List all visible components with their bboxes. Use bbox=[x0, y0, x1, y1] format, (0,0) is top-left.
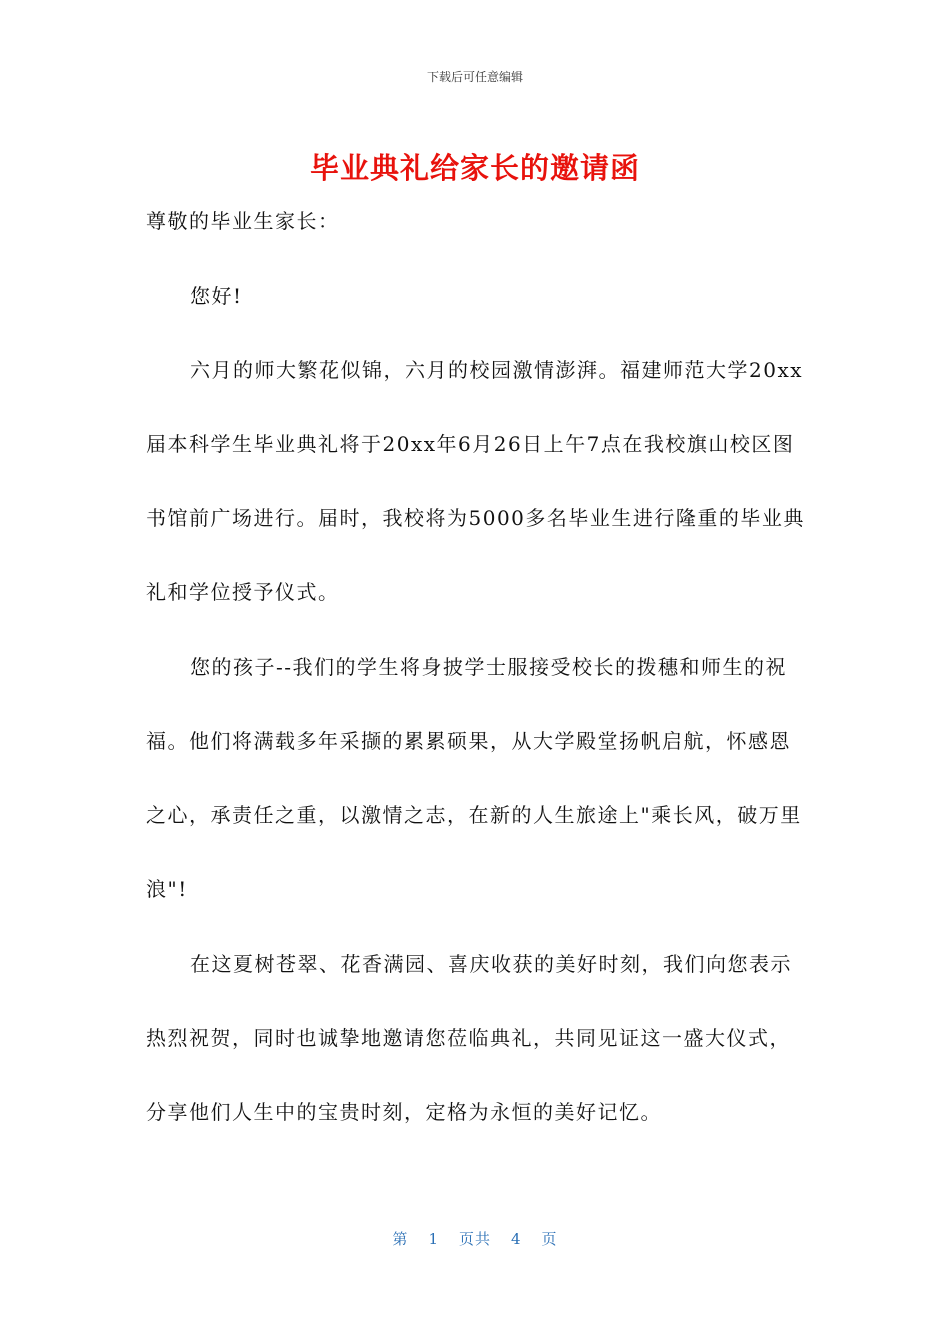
footer-suffix: 页 bbox=[541, 1230, 558, 1248]
salutation: 尊敬的毕业生家长： bbox=[146, 209, 340, 233]
footer-total-pages: 4 bbox=[511, 1230, 522, 1248]
page-footer bbox=[0, 1228, 950, 1249]
footer-prefix: 第 bbox=[392, 1230, 409, 1248]
paragraph-greeting: 您好! bbox=[190, 284, 243, 308]
header-note: 下载后可任意编辑 bbox=[426, 70, 523, 84]
document-title: 毕业典礼给家长的邀请函 bbox=[309, 151, 640, 185]
footer-middle: 页共 bbox=[458, 1230, 491, 1248]
footer-current-page: 1 bbox=[428, 1230, 439, 1248]
paragraph-blessing: 您的孩子--我们的学生将身披学士服接受校长的拨穗和师生的祝福。他们将满载多年采撷的累累硕果，从大学殿堂扬帆启航，怀感恩之心，承责任之重，以激情之志，在新的人生旅途上"乘长风，破万里浪"! bbox=[146, 655, 802, 901]
paragraph-invitation: 在这夏树苍翠、花香满园、喜庆收获的美好时刻，我们向您表示热烈祝贺，同时也诚挚地邀请您莅临典礼，共同见证这一盛大仪式，分享他们人生中的宝贵时刻，定格为永恒的美好记忆。 bbox=[146, 952, 792, 1124]
paragraph-ceremony-info: 六月的师大繁花似锦，六月的校园激情澎湃。福建师范大学20xx届本科学生毕业典礼将于20xx年6月26日上午7点在我校旗山校区图书馆前广场进行。届时，我校将为5000多名毕业生进行隆重的毕业典礼和学位授予仪式。 bbox=[146, 358, 805, 604]
